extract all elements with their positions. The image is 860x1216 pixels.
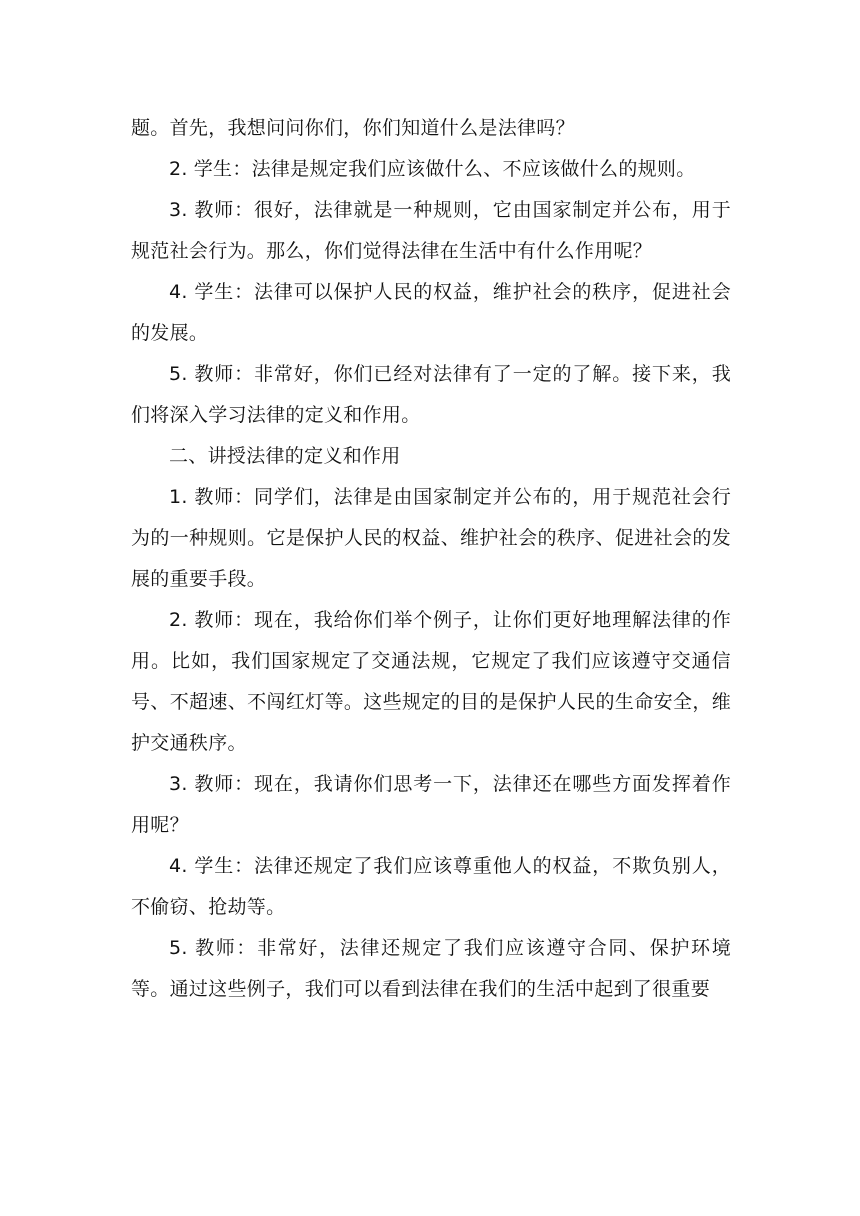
paragraph-number: 2. [169,609,188,631]
paragraph-teacher-remark [131,600,731,764]
paragraph-text: 学生：法律是规定我们应该做什么、不应该做什么的规则。 [193,158,696,180]
paragraph-number: 4. [169,281,188,303]
paragraph-number: 4. [169,855,188,877]
paragraph-student-answer [131,272,731,354]
paragraph-student-answer [131,846,731,928]
paragraph-text: 教师：非常好，法律还规定了我们应该遵守合同、保护环境等。通过这些例子，我们可以看到法律在我们的生活中起到了很重要 [131,937,731,1000]
paragraph-text: 教师：同学们，法律是由国家制定并公布的，用于规范社会行为的一种规则。它是保护人民的权益、维护社会的秩序、促进社会的发展的重要手段。 [131,486,731,590]
paragraph-teacher-remark [131,928,731,1010]
paragraph-teacher-remark [131,764,731,846]
paragraph-number: 5. [169,937,188,959]
paragraph-text: 教师：很好，法律就是一种规则，它由国家制定并公布，用于规范社会行为。那么，你们觉得法律在生活中有什么作用呢？ [131,199,731,262]
document-body [131,108,731,1010]
paragraph-text: 教师：现在，我请你们思考一下，法律还在哪些方面发挥着作用呢？ [131,773,731,836]
paragraph-text: 教师：现在，我给你们举个例子，让你们更好地理解法律的作用。比如，我们国家规定了交通法规，它规定了我们应该遵守交通信号、不超速、不闯红灯等。这些规定的目的是保护人民的生命安全，维护交通秩序。 [131,609,731,754]
paragraph-text: 教师：非常好，你们已经对法律有了一定的了解。接下来，我们将深入学习法律的定义和作用。 [131,363,731,426]
section-heading [131,436,731,477]
section-heading-text: 二、讲授法律的定义和作用 [169,445,401,467]
paragraph-teacher-remark [131,354,731,436]
paragraph-number: 3. [169,773,188,795]
paragraph-student-answer [131,149,731,190]
paragraph-continuation [131,108,731,149]
paragraph-number: 2. [169,158,188,180]
paragraph-number: 3. [169,199,188,221]
paragraph-teacher-remark [131,477,731,600]
paragraph-number: 1. [169,486,188,508]
paragraph-text: 学生：法律还规定了我们应该尊重他人的权益，不欺负别人，不偷窃、抢劫等。 [131,855,731,918]
paragraph-text: 学生：法律可以保护人民的权益，维护社会的秩序，促进社会的发展。 [131,281,731,344]
paragraph-teacher-remark [131,190,731,272]
paragraph-number: 5. [169,363,188,385]
paragraph-text: 题。首先，我想问问你们，你们知道什么是法律吗？ [131,117,575,139]
